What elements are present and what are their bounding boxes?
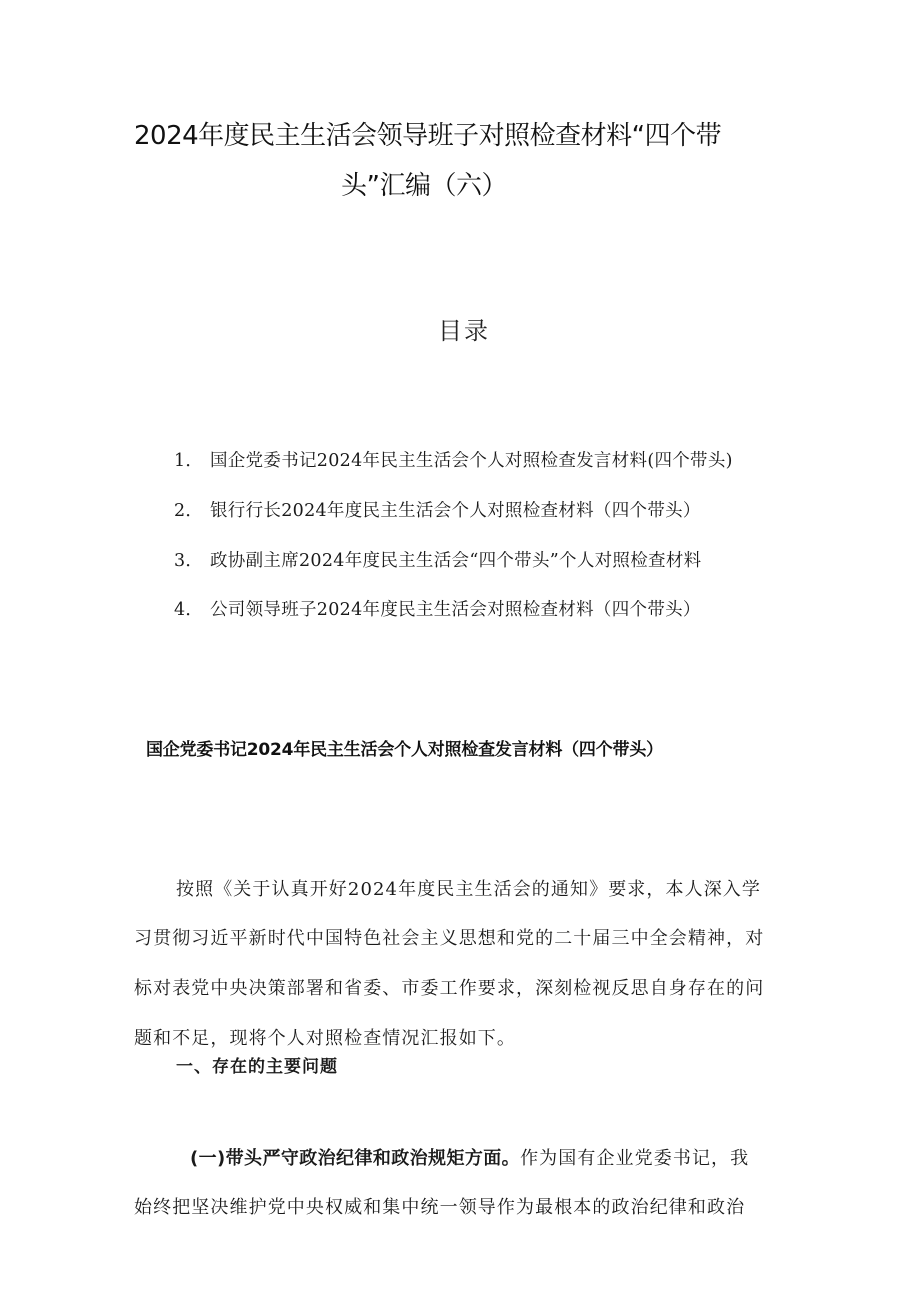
document-title-line-1: 2024年度民主生活会领导班子对照检查材料“四个带 (134, 121, 722, 151)
paragraph-line: 标对表党中央决策部署和省委、市委工作要求，深刻检视反思自身存在的问 (134, 978, 765, 999)
toc-item-number: 4． (174, 600, 204, 620)
paragraph-line: 习贯彻习近平新时代中国特色社会主义思想和党的二十届三中全会精神，对 (134, 928, 765, 949)
subsection-heading: (一)带头严守政治纪律和政治规矩方面。 (190, 1148, 521, 1169)
toc-item[interactable] (174, 596, 701, 621)
section-heading: 一、存在的主要问题 (176, 1057, 338, 1077)
toc-item-text: 政协副主席2024年度民主生活会“四个带头”个人对照检查材料 (210, 551, 702, 571)
toc-item[interactable] (174, 447, 733, 472)
toc-heading: 目录 (438, 317, 490, 345)
article-title: 国企党委书记2024年民主生活会个人对照检查发言材料（四个带头） (146, 740, 663, 760)
subsection-text: 作为国有企业党委书记，我 (520, 1148, 750, 1169)
paragraph-line: 题和不足，现将个人对照检查情况汇报如下。 (134, 1028, 516, 1049)
toc-item-number: 2． (174, 501, 204, 521)
subsection-line: 始终把坚决维护党中央权威和集中统一领导作为最根本的政治纪律和政治 (134, 1197, 746, 1218)
paragraph-line: 按照《关于认真开好2024年度民主生活会的通知》要求，本人深入学 (176, 879, 762, 900)
toc-item-text: 国企党委书记2024年民主生活会个人对照检查发言材料(四个带头) (210, 451, 733, 471)
toc-item-number: 1． (174, 451, 204, 471)
toc-item[interactable] (174, 547, 701, 572)
toc-item-text: 公司领导班子2024年度民主生活会对照检查材料（四个带头） (210, 600, 701, 620)
toc-item-number: 3． (174, 551, 204, 571)
document-title-line-2: 头”汇编（六） (341, 171, 507, 201)
toc-item-text: 银行行长2024年度民主生活会个人对照检查材料（四个带头） (210, 501, 701, 521)
toc-item[interactable] (174, 497, 701, 522)
subsection-line (190, 1144, 846, 1170)
